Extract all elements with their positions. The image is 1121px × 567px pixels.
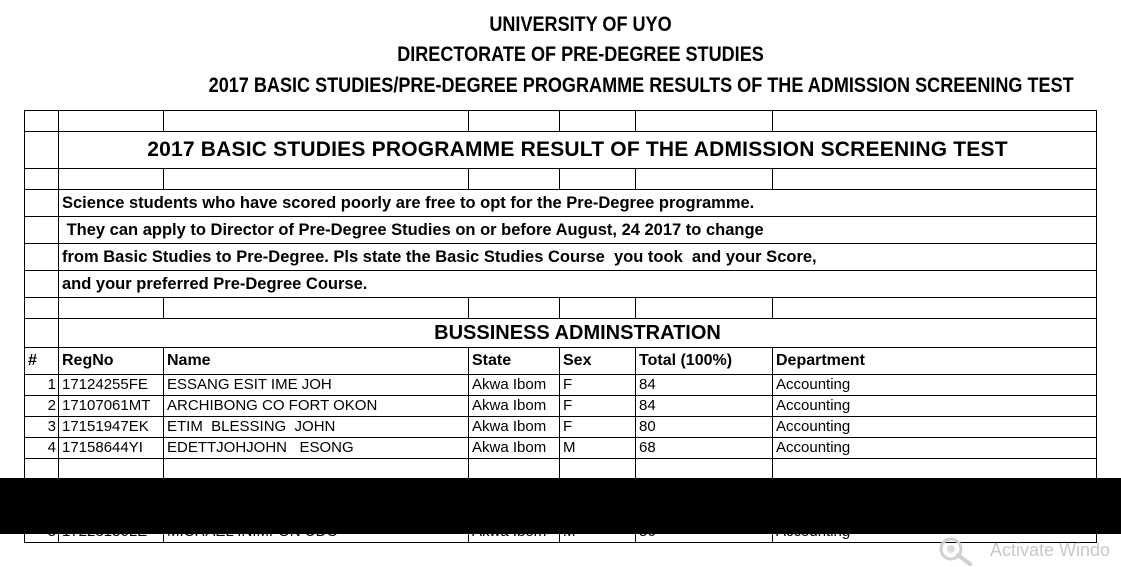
row-dept: Accounting	[773, 417, 1097, 438]
university-title: UNIVERSITY OF UYO	[489, 13, 672, 36]
blank-row	[25, 298, 1097, 319]
row-sex: F	[560, 417, 636, 438]
row-regno: 17124255FE	[59, 375, 164, 396]
row-name: ESSANG ESIT IME JOH	[164, 375, 469, 396]
row-state: Akwa Ibom	[469, 417, 560, 438]
col-header-total: Total (100%)	[636, 348, 773, 375]
row-state: Akwa Ibom	[469, 396, 560, 417]
table-row-hidden	[25, 459, 1097, 480]
note-row	[25, 217, 1097, 244]
note-line-1: Science students who have scored poorly are free to opt for the Pre-Degree programme.	[59, 190, 1097, 217]
row-regno: 17151947EK	[59, 417, 164, 438]
row-total: 84	[636, 396, 773, 417]
activate-windows-watermark	[936, 536, 1121, 566]
col-header-sex: Sex	[560, 348, 636, 375]
table-row	[25, 438, 1097, 459]
section-row	[25, 319, 1097, 348]
directorate-title: DIRECTORATE OF PRE-DEGREE STUDIES	[397, 43, 764, 66]
row-sex: F	[560, 375, 636, 396]
row-num: 1	[25, 375, 59, 396]
windows-activation-icon	[936, 536, 976, 566]
blank-row	[25, 111, 1097, 132]
blank-row	[25, 169, 1097, 190]
col-header-name: Name	[164, 348, 469, 375]
row-total: 68	[636, 438, 773, 459]
column-header-row	[25, 348, 1097, 375]
note-line-3: from Basic Studies to Pre-Degree. Pls state the Basic Studies Course you took and your Score,	[59, 244, 1097, 271]
col-header-regno: RegNo	[59, 348, 164, 375]
table-row	[25, 417, 1097, 438]
redaction-bar	[0, 478, 1121, 534]
row-sex: F	[560, 396, 636, 417]
row-name: ARCHIBONG CO FORT OKON	[164, 396, 469, 417]
row-state: Akwa Ibom	[469, 375, 560, 396]
row-total: 84	[636, 375, 773, 396]
note-line-2: They can apply to Director of Pre-Degree Studies on or before August, 24 2017 to change	[59, 217, 1097, 244]
row-dept: Accounting	[773, 438, 1097, 459]
row-regno: 17107061MT	[59, 396, 164, 417]
table-row	[25, 396, 1097, 417]
row-name: EDETTJOHJOHN ESONG	[164, 438, 469, 459]
row-num: 2	[25, 396, 59, 417]
document-title: 2017 BASIC STUDIES/PRE-DEGREE PROGRAMME RESULTS OF THE ADMISSION SCREENING TEST	[208, 74, 1074, 97]
note-row	[25, 271, 1097, 298]
col-header-dept: Department	[773, 348, 1097, 375]
note-row	[25, 190, 1097, 217]
section-title: BUSSINESS ADMINSTRATION	[59, 319, 1097, 348]
sheet-title-row	[25, 132, 1097, 169]
note-line-4: and your preferred Pre-Degree Course.	[59, 271, 1097, 298]
row-num: 4	[25, 438, 59, 459]
row-total: 80	[636, 417, 773, 438]
col-header-state: State	[469, 348, 560, 375]
row-dept: Accounting	[773, 396, 1097, 417]
note-row	[25, 244, 1097, 271]
col-header-num: #	[25, 348, 59, 375]
row-state: Akwa Ibom	[469, 438, 560, 459]
row-dept: Accounting	[773, 375, 1097, 396]
row-num: 3	[25, 417, 59, 438]
sheet-title: 2017 BASIC STUDIES PROGRAMME RESULT OF THE ADMISSION SCREENING TEST	[59, 132, 1097, 169]
watermark-text: Activate Windo	[990, 540, 1111, 560]
row-sex: M	[560, 438, 636, 459]
row-regno: 17158644YI	[59, 438, 164, 459]
table-row	[25, 375, 1097, 396]
row-name: ETIM BLESSING JOHN	[164, 417, 469, 438]
